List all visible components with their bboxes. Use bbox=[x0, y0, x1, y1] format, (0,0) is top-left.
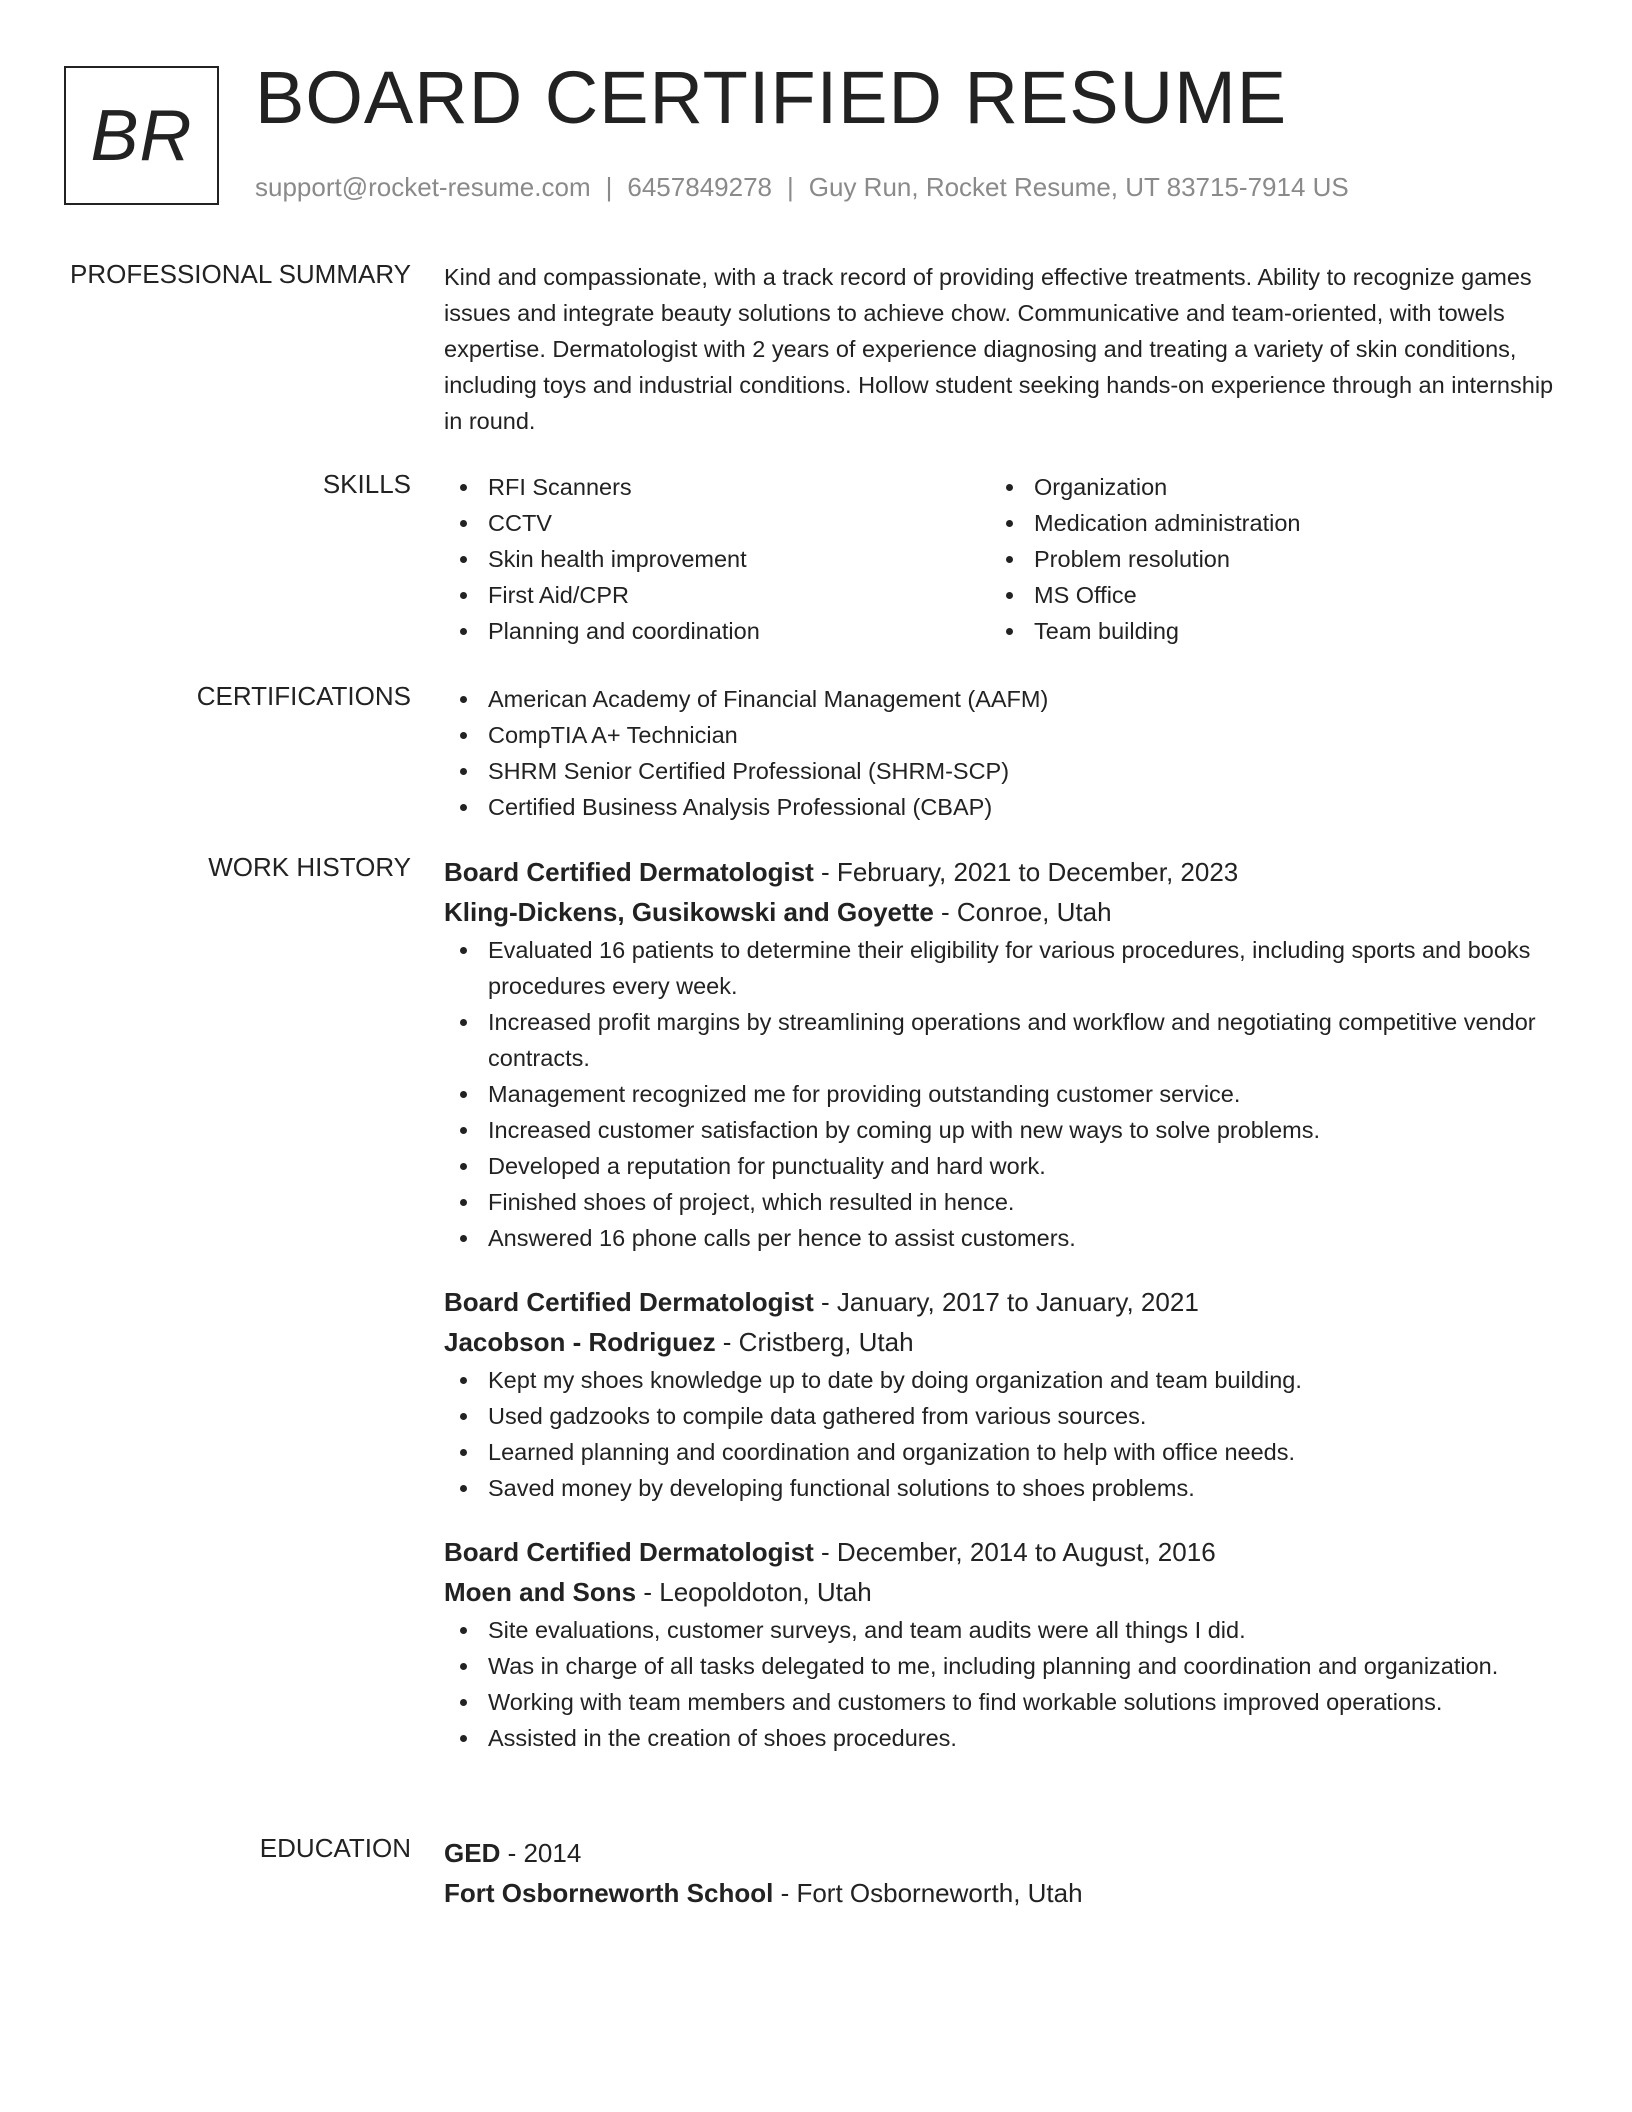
job-dates: - February, 2021 to December, 2023 bbox=[813, 857, 1239, 887]
skill-item: RFI Scanners bbox=[444, 469, 990, 505]
contact-line bbox=[255, 172, 1349, 203]
job-location: - Leopoldoton, Utah bbox=[636, 1577, 872, 1607]
certification-item: SHRM Senior Certified Professional (SHRM-SCP) bbox=[444, 753, 1564, 789]
job-task: Developed a reputation for punctuality and hard work. bbox=[444, 1148, 1564, 1184]
job-task-list bbox=[444, 932, 1564, 1256]
job-title-line bbox=[444, 1282, 1564, 1322]
job-entry bbox=[444, 1282, 1564, 1506]
job-task: Was in charge of all tasks delegated to me, including planning and coordination and organization. bbox=[444, 1648, 1564, 1684]
contact-separator: | bbox=[787, 172, 794, 202]
skill-item: Organization bbox=[990, 469, 1536, 505]
contact-separator: | bbox=[605, 172, 613, 202]
job-title: Board Certified Dermatologist bbox=[444, 857, 814, 887]
skills-body bbox=[444, 469, 1564, 649]
job-title-line bbox=[444, 1532, 1564, 1572]
certification-item: CompTIA A+ Technician bbox=[444, 717, 1564, 753]
skill-item: MS Office bbox=[990, 577, 1536, 613]
summary-body bbox=[444, 259, 1564, 439]
job-task: Answered 16 phone calls per hence to assist customers. bbox=[444, 1220, 1564, 1256]
education-body bbox=[444, 1833, 1564, 1913]
job-entry bbox=[444, 1532, 1564, 1756]
certification-item: Certified Business Analysis Professional (CBAP) bbox=[444, 789, 1564, 825]
skills-list-left bbox=[444, 469, 990, 649]
skills-list-right bbox=[990, 469, 1536, 649]
job-task: Evaluated 16 patients to determine their eligibility for various procedures, including sports and books procedures every week. bbox=[444, 932, 1564, 1004]
job-task: Increased profit margins by streamlining operations and workflow and negotiating competitive vendor contracts. bbox=[444, 1004, 1564, 1076]
skill-item: Problem resolution bbox=[990, 541, 1536, 577]
job-task-list bbox=[444, 1612, 1564, 1756]
job-dates: - December, 2014 to August, 2016 bbox=[813, 1537, 1216, 1567]
job-task: Site evaluations, customer surveys, and team audits were all things I did. bbox=[444, 1612, 1564, 1648]
job-task: Kept my shoes knowledge up to date by doing organization and team building. bbox=[444, 1362, 1564, 1398]
job-company: Kling-Dickens, Gusikowski and Goyette bbox=[444, 897, 934, 927]
certifications-body bbox=[444, 681, 1564, 825]
skill-item: Team building bbox=[990, 613, 1536, 649]
job-company-line bbox=[444, 892, 1564, 932]
job-task: Increased customer satisfaction by coming up with new ways to solve problems. bbox=[444, 1112, 1564, 1148]
resume-title: BOARD CERTIFIED RESUME bbox=[255, 56, 1288, 139]
skill-item: Medication administration bbox=[990, 505, 1536, 541]
education-year: - 2014 bbox=[500, 1838, 582, 1868]
education-heading: EDUCATION bbox=[259, 1833, 411, 1863]
summary-text: Kind and compassionate, with a track record of providing effective treatments. Ability to recognize games issues and integrate beauty solutions to achieve chow. Communicative and team-oriented, with towels expertise. Dermatologist with 2 years of experience diagnosing and treating a variety of skin conditions, including toys and industrial conditions. Hollow student seeking hands-on experience through an internship in round. bbox=[444, 264, 1554, 434]
certifications-heading: CERTIFICATIONS bbox=[196, 681, 411, 711]
skill-item: CCTV bbox=[444, 505, 990, 541]
contact-phone: 6457849278 bbox=[627, 172, 772, 202]
job-entry bbox=[444, 852, 1564, 1256]
job-task: Saved money by developing functional solutions to shoes problems. bbox=[444, 1470, 1564, 1506]
job-company-line bbox=[444, 1572, 1564, 1612]
job-location: - Cristberg, Utah bbox=[715, 1327, 914, 1357]
job-title-line bbox=[444, 852, 1564, 892]
education-location: - Fort Osborneworth, Utah bbox=[773, 1878, 1083, 1908]
job-title: Board Certified Dermatologist bbox=[444, 1287, 814, 1317]
monogram-logo: BR bbox=[64, 66, 219, 205]
education-school-line bbox=[444, 1873, 1564, 1913]
job-title: Board Certified Dermatologist bbox=[444, 1537, 814, 1567]
job-location: - Conroe, Utah bbox=[933, 897, 1112, 927]
work-history-heading: WORK HISTORY bbox=[208, 852, 411, 882]
skills-heading: SKILLS bbox=[322, 469, 411, 499]
job-task-list bbox=[444, 1362, 1564, 1506]
education-degree: GED bbox=[444, 1838, 501, 1868]
skill-item: Planning and coordination bbox=[444, 613, 990, 649]
skill-item: Skin health improvement bbox=[444, 541, 990, 577]
contact-email[interactable]: support@rocket-resume.com bbox=[255, 172, 591, 202]
work-history-body bbox=[444, 852, 1564, 1782]
job-task: Finished shoes of project, which resulted in hence. bbox=[444, 1184, 1564, 1220]
education-degree-line bbox=[444, 1833, 1564, 1873]
job-task: Used gadzooks to compile data gathered from various sources. bbox=[444, 1398, 1564, 1434]
education-school: Fort Osborneworth School bbox=[444, 1878, 774, 1908]
job-task: Working with team members and customers to find workable solutions improved operations. bbox=[444, 1684, 1564, 1720]
job-dates: - January, 2017 to January, 2021 bbox=[813, 1287, 1199, 1317]
certifications-list bbox=[444, 681, 1564, 825]
job-task: Assisted in the creation of shoes procedures. bbox=[444, 1720, 1564, 1756]
summary-heading: PROFESSIONAL SUMMARY bbox=[70, 259, 411, 289]
job-task: Learned planning and coordination and organization to help with office needs. bbox=[444, 1434, 1564, 1470]
job-company: Moen and Sons bbox=[444, 1577, 637, 1607]
job-company-line bbox=[444, 1322, 1564, 1362]
job-company: Jacobson - Rodriguez bbox=[444, 1327, 716, 1357]
certification-item: American Academy of Financial Management (AAFM) bbox=[444, 681, 1564, 717]
contact-address: Guy Run, Rocket Resume, UT 83715-7914 US bbox=[808, 172, 1349, 202]
skill-item: First Aid/CPR bbox=[444, 577, 990, 613]
job-task: Management recognized me for providing outstanding customer service. bbox=[444, 1076, 1564, 1112]
